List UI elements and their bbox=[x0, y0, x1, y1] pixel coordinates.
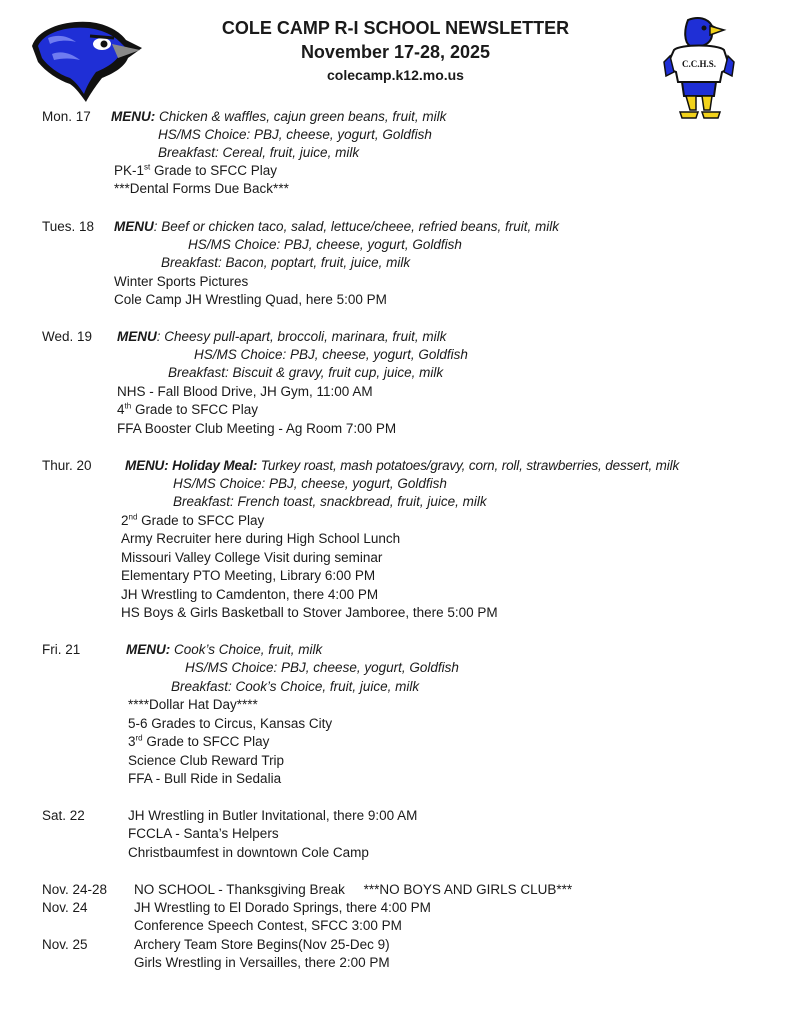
choice-fri: HS/MS Choice: PBJ, cheese, yogurt, Goldfish bbox=[185, 660, 459, 675]
menu-label: MENU bbox=[114, 219, 154, 234]
event-nov-24-28-1: NO SCHOOL - Thanksgiving Break ***NO BOYS AND GIRLS CLUB*** bbox=[134, 882, 573, 897]
breakfast-fri: Breakfast: Cook’s Choice, fruit, juice, milk bbox=[171, 679, 420, 694]
breakfast-mon: Breakfast: Cereal, fruit, juice, milk bbox=[158, 145, 360, 160]
event-tue-2: Cole Camp JH Wrestling Quad, here 5:00 PM bbox=[114, 292, 387, 307]
menu-text: : Beef or chicken taco, salad, lettuce/cheee, refried beans, fruit, milk bbox=[153, 219, 559, 234]
day-label-sat: Sat. 22 bbox=[42, 808, 85, 823]
mascot-shirt-text: C.C.H.S. bbox=[681, 59, 717, 69]
menu-text: : Cheesy pull-apart, broccoli, marinara, fruit, milk bbox=[156, 329, 447, 344]
day-label-nov-24-28: Nov. 24-28 bbox=[42, 882, 108, 897]
event-text: 4 bbox=[117, 402, 125, 417]
school-website: colecamp.k12.mo.us bbox=[327, 67, 464, 83]
event-text: 2 bbox=[121, 513, 129, 528]
choice-mon: HS/MS Choice: PBJ, cheese, yogurt, Goldfish bbox=[158, 127, 432, 142]
event-text: Grade to SFCC Play bbox=[150, 163, 278, 178]
event-fri-1: ****Dollar Hat Day**** bbox=[128, 697, 258, 712]
choice-tue: HS/MS Choice: PBJ, cheese, yogurt, Goldfish bbox=[188, 237, 462, 252]
event-fri-5: FFA - Bull Ride in Sedalia bbox=[128, 771, 282, 786]
event-fri-2: 5-6 Grades to Circus, Kansas City bbox=[128, 716, 333, 731]
event-thu-2: Army Recruiter here during High School Lunch bbox=[121, 531, 401, 546]
menu-text: Turkey roast, mash potatoes/gravy, corn, roll, strawberries, dessert, milk bbox=[257, 458, 680, 473]
ordinal-suffix: rd bbox=[135, 733, 143, 743]
day-label-nov-25: Nov. 25 bbox=[42, 937, 88, 952]
event-thu-3: Missouri Valley College Visit during seminar bbox=[121, 550, 383, 565]
menu-text: Chicken & waffles, cajun green beans, fruit, milk bbox=[155, 109, 447, 124]
menu-wed bbox=[117, 328, 446, 346]
newsletter-title: COLE CAMP R-I SCHOOL NEWSLETTER bbox=[221, 18, 570, 38]
event-thu-1 bbox=[121, 512, 264, 530]
newsletter-dates: November 17-28, 2025 bbox=[300, 42, 491, 62]
event-nov-25-2: Girls Wrestling in Versailles, there 2:00 PM bbox=[134, 955, 390, 970]
event-sat-3: Christbaumfest in downtown Cole Camp bbox=[128, 845, 369, 860]
breakfast-wed: Breakfast: Biscuit & gravy, fruit cup, juice, milk bbox=[168, 365, 444, 380]
event-thu-6: HS Boys & Girls Basketball to Stover Jamboree, there 5:00 PM bbox=[121, 605, 498, 620]
event-thu-5: JH Wrestling to Camdenton, there 4:00 PM bbox=[121, 587, 379, 602]
event-tue-1: Winter Sports Pictures bbox=[114, 274, 249, 289]
day-label-nov-24: Nov. 24 bbox=[42, 900, 88, 915]
event-thu-4: Elementary PTO Meeting, Library 6:00 PM bbox=[121, 568, 376, 583]
menu-fri bbox=[126, 641, 322, 659]
ordinal-suffix: th bbox=[124, 401, 132, 411]
event-mon-2: ***Dental Forms Due Back*** bbox=[114, 181, 289, 196]
day-label-wed: Wed. 19 bbox=[42, 329, 93, 344]
breakfast-thu: Breakfast: French toast, snackbread, fruit, juice, milk bbox=[173, 494, 487, 509]
event-text: Grade to SFCC Play bbox=[142, 734, 270, 749]
event-fri-4: Science Club Reward Trip bbox=[128, 753, 285, 768]
day-label-fri: Fri. 21 bbox=[42, 642, 81, 657]
menu-thu bbox=[125, 457, 679, 475]
menu-mon bbox=[111, 108, 446, 126]
event-sat-1: JH Wrestling in Butler Invitational, there 9:00 AM bbox=[128, 808, 418, 823]
ordinal-suffix: nd bbox=[128, 512, 138, 522]
event-fri-3 bbox=[128, 733, 269, 751]
ordinal-suffix: st bbox=[144, 162, 151, 172]
menu-label: MENU bbox=[117, 329, 157, 344]
event-mon-1 bbox=[114, 162, 277, 180]
day-label-tue: Tues. 18 bbox=[42, 219, 95, 234]
event-wed-3: FFA Booster Club Meeting - Ag Room 7:00 PM bbox=[117, 421, 397, 436]
event-text: 3 bbox=[128, 734, 136, 749]
day-label-thu: Thur. 20 bbox=[42, 458, 92, 473]
event-sat-2: FCCLA - Santa’s Helpers bbox=[128, 826, 279, 841]
event-text: PK-1 bbox=[114, 163, 145, 178]
event-wed-2 bbox=[117, 401, 258, 419]
event-text: Grade to SFCC Play bbox=[131, 402, 258, 417]
bluejay-head-logo bbox=[28, 18, 146, 109]
menu-label: MENU: Holiday Meal: bbox=[125, 458, 258, 473]
breakfast-tue: Breakfast: Bacon, poptart, fruit, juice, milk bbox=[161, 255, 411, 270]
choice-thu: HS/MS Choice: PBJ, cheese, yogurt, Goldfish bbox=[173, 476, 447, 491]
choice-wed: HS/MS Choice: PBJ, cheese, yogurt, Goldfish bbox=[194, 347, 468, 362]
menu-text: Cook’s Choice, fruit, milk bbox=[170, 642, 323, 657]
menu-label: MENU: bbox=[111, 109, 156, 124]
event-nov-25-1: Archery Team Store Begins(Nov 25-Dec 9) bbox=[134, 937, 390, 952]
event-wed-1: NHS - Fall Blood Drive, JH Gym, 11:00 AM bbox=[117, 384, 373, 399]
menu-label: MENU: bbox=[126, 642, 171, 657]
menu-tue bbox=[114, 218, 559, 236]
event-nov-24-2: Conference Speech Contest, SFCC 3:00 PM bbox=[134, 918, 402, 933]
bluejay-mascot-logo bbox=[660, 16, 738, 125]
event-text: Grade to SFCC Play bbox=[137, 513, 265, 528]
event-nov-24-1: JH Wrestling to El Dorado Springs, there 4:00 PM bbox=[134, 900, 431, 915]
day-label-mon: Mon. 17 bbox=[42, 109, 91, 124]
